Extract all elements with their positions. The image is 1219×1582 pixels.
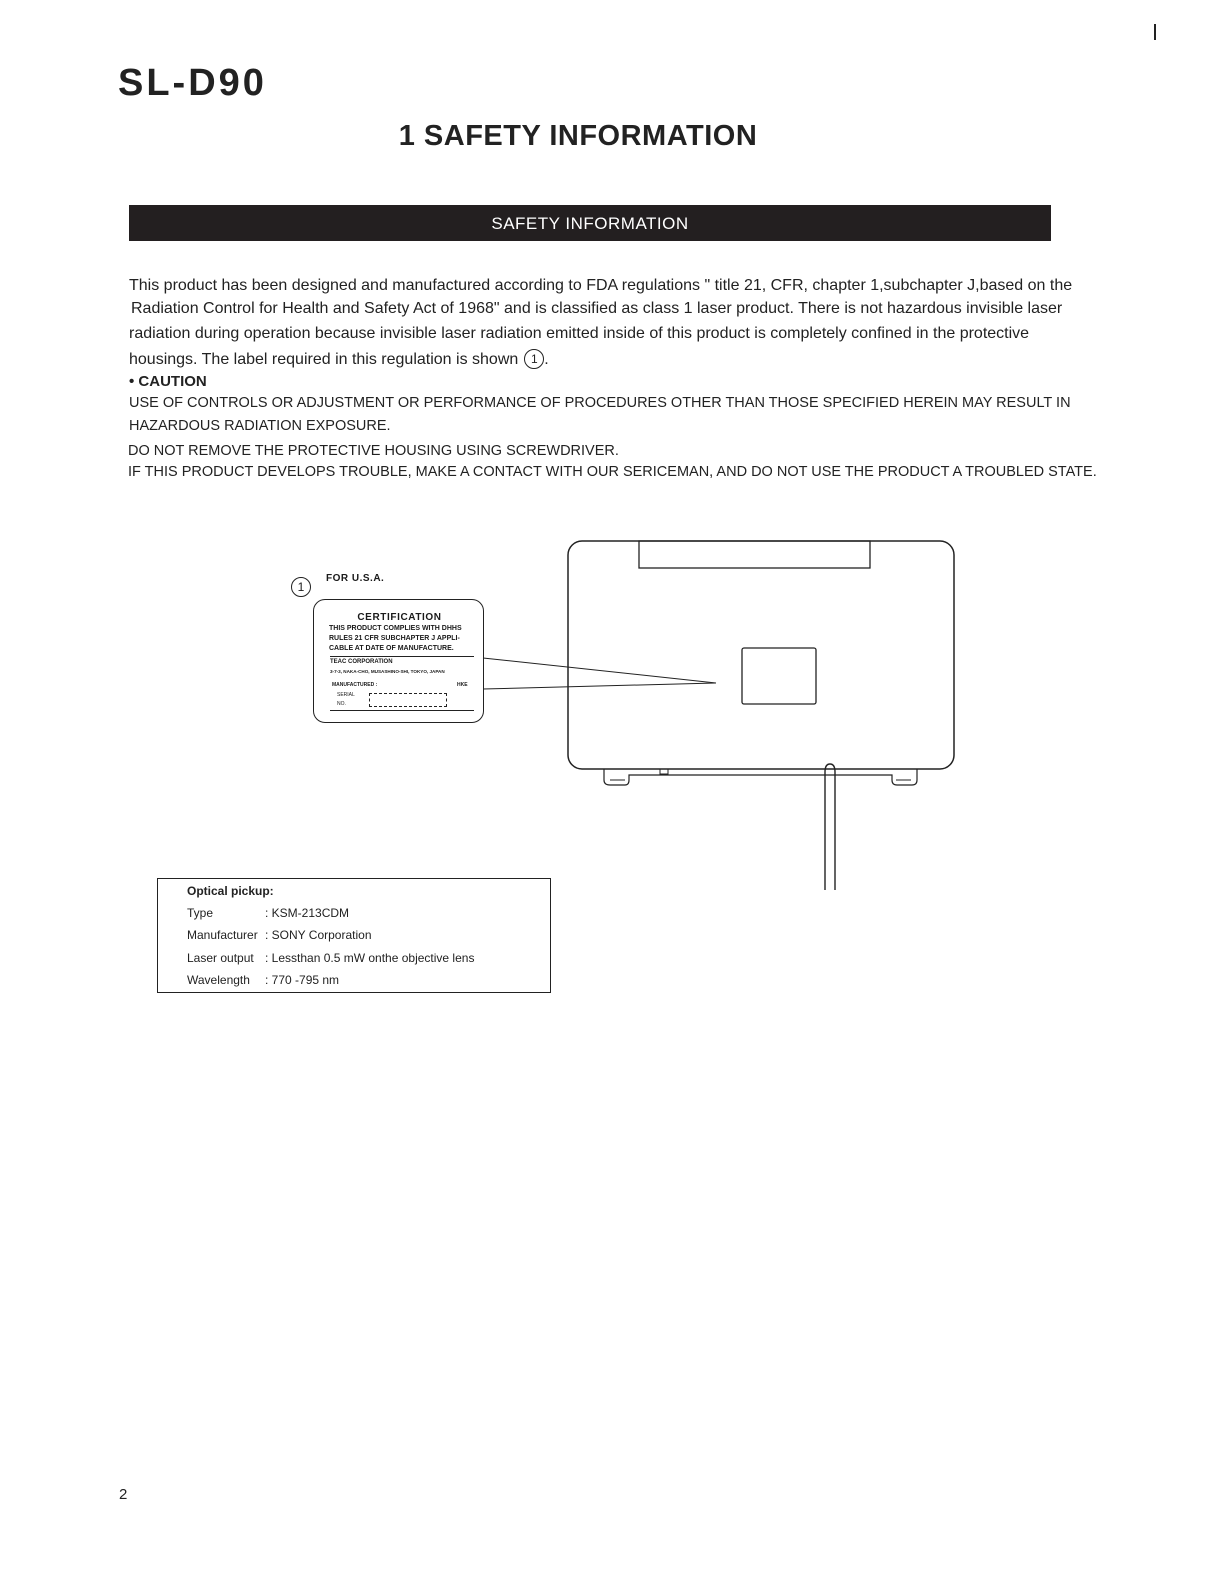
- certification-label: [313, 599, 484, 723]
- cert-title: CERTIFICATION: [357, 612, 442, 623]
- serial-number-field: [369, 693, 447, 707]
- power-cord: [825, 764, 835, 890]
- cert-rule-1: [330, 656, 474, 657]
- cert-address: 3-7-3, NAKA-CHO, MUSASHINO-SHI, TOKYO, JAPAN: [330, 669, 445, 674]
- intro-line-3: radiation during operation because invisible laser radiation emitted inside of this product is completely confined in the protective: [129, 325, 1030, 342]
- cert-compliance-2: RULES 21 CFR SUBCHAPTER J APPLI-: [329, 635, 460, 642]
- spec-row: Manufacturer : SONY Corporation: [187, 928, 372, 942]
- section-banner: SAFETY INFORMATION: [129, 205, 1051, 241]
- spec-title: Optical pickup:: [187, 884, 274, 898]
- caution-line-1: USE OF CONTROLS OR ADJUSTMENT OR PERFORMANCE OF PROCEDURES OTHER THAN THOSE SPECIFIED HEREIN MAY RESULT IN: [129, 395, 1071, 411]
- label-marker: 1: [291, 577, 311, 597]
- cert-rule-2: [330, 710, 474, 711]
- spec-row: Laser output : Lessthan 0.5 mW onthe objective lens: [187, 951, 475, 965]
- optical-pickup-spec-box: [157, 878, 551, 993]
- spec-row: Type : KSM-213CDM: [187, 906, 350, 920]
- spec-row: Wavelength : 770 -795 nm: [187, 973, 340, 987]
- label-region: FOR U.S.A.: [326, 573, 385, 584]
- intro-line-1: This product has been designed and manufactured according to FDA regulations " title 21, CFR, chapter 1,subchapter J,based on the: [129, 277, 1073, 294]
- cert-company: TEAC CORPORATION: [330, 659, 393, 665]
- caution-line-4: IF THIS PRODUCT DEVELOPS TROUBLE, MAKE A CONTACT WITH OUR SERICEMAN, AND DO NOT USE THE PRODUCT A TROUBLED STATE.: [128, 464, 1097, 480]
- leader-line-bottom: [483, 683, 716, 689]
- caution-line-2: HAZARDOUS RADIATION EXPOSURE.: [129, 418, 391, 434]
- cert-compliance-1: THIS PRODUCT COMPLIES WITH DHHS: [329, 625, 462, 632]
- page-number: 2: [119, 1486, 128, 1503]
- cert-code: HKE: [457, 682, 468, 688]
- label-location: [742, 648, 816, 704]
- label-reference-marker: 1: [524, 349, 544, 369]
- device-top-panel: [639, 541, 870, 568]
- device-feet: [604, 769, 917, 785]
- leader-line-top: [483, 658, 716, 683]
- device-body: [568, 541, 954, 769]
- intro-line-4-text: housings. The label required in this regulation is shown: [129, 351, 519, 368]
- caution-heading: • CAUTION: [129, 373, 207, 390]
- cert-compliance-3: CABLE AT DATE OF MANUFACTURE.: [329, 645, 454, 652]
- cert-serial: SERIAL: [337, 692, 355, 698]
- cert-no: NO.: [337, 701, 346, 707]
- caution-line-3: DO NOT REMOVE THE PROTECTIVE HOUSING USING SCREWDRIVER.: [128, 443, 619, 459]
- cert-manufactured: MANUFACTURED :: [332, 682, 378, 688]
- page-title: 1 SAFETY INFORMATION: [398, 120, 758, 152]
- intro-line-2: Radiation Control for Health and Safety Act of 1968" and is classified as class 1 laser product. There is not hazardous invisible laser: [131, 300, 1063, 317]
- intro-line-4-end: .: [544, 351, 549, 368]
- model-name: SL-D90: [118, 62, 267, 104]
